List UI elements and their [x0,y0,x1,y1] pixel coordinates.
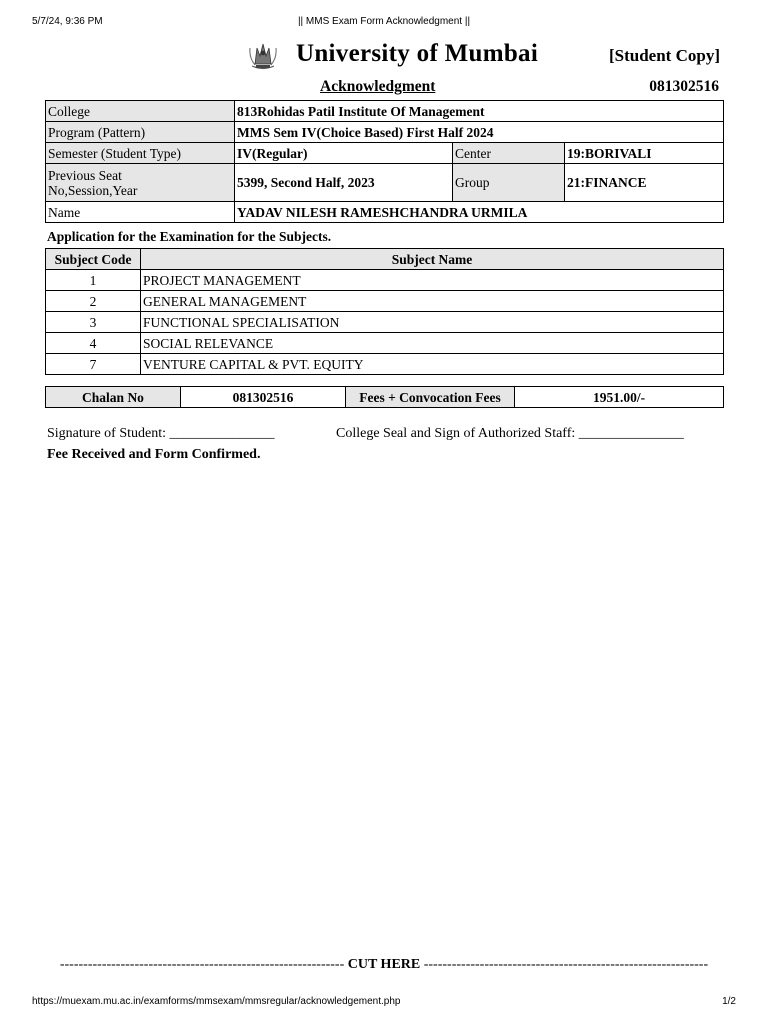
student-signature-line: Signature of Student: _______________ [47,426,275,441]
chalan-label: Chalan No [46,387,181,408]
fees-value: 1951.00/- [515,387,724,408]
subject-code: 1 [46,270,141,291]
table-row [46,312,724,333]
subject-code-header: Subject Code [46,249,141,270]
college-row [46,101,724,122]
student-info-table [45,100,724,223]
print-header [32,16,736,30]
program-label: Program (Pattern) [46,122,235,143]
cut-dashes-left: ------------------------------------------------------------- [59,957,345,972]
center-label: Center [453,143,565,164]
page-number: 1/2 [722,996,736,1007]
subject-name: GENERAL MANAGEMENT [141,291,724,312]
table-row [46,333,724,354]
staff-signature-line: College Seal and Sign of Authorized Staff: _______________ [336,426,684,441]
page-url: https://muexam.mu.ac.in/examforms/mmsexam/mmsregular/acknowledgement.php [32,996,401,1007]
subject-name: SOCIAL RELEVANCE [141,333,724,354]
print-page-title: || MMS Exam Form Acknowledgment || [297,16,471,27]
acknowledgment-number: 081302516 [649,78,719,95]
cut-here-label: CUT HERE [347,957,421,972]
program-value: MMS Sem IV(Choice Based) First Half 2024 [235,122,724,143]
name-label: Name [46,202,235,223]
table-row [46,291,724,312]
chalan-table [45,386,724,408]
previous-seat-value: 5399, Second Half, 2023 [235,164,453,202]
subject-name: PROJECT MANAGEMENT [141,270,724,291]
previous-seat-label-line2: No,Session,Year [48,182,138,198]
subjects-header-row [46,249,724,270]
subject-code: 2 [46,291,141,312]
print-timestamp: 5/7/24, 9:36 PM [32,16,103,27]
subject-name-header: Subject Name [141,249,724,270]
table-row [46,270,724,291]
student-copy-label: [Student Copy] [609,46,720,65]
name-row [46,202,724,223]
cut-dashes-right: ------------------------------------------------------------- [423,957,709,972]
group-label: Group [453,164,565,202]
program-row [46,122,724,143]
subject-code: 4 [46,333,141,354]
table-row [46,354,724,375]
acknowledgment-heading: Acknowledgment [320,78,436,95]
print-footer [32,996,736,1010]
application-heading: Application for the Examination for the Subjects. [47,229,332,244]
previous-seat-label-line1: Previous Seat [48,167,122,183]
semester-value: IV(Regular) [235,143,453,164]
subjects-table [45,248,724,375]
subject-code: 7 [46,354,141,375]
college-label: College [46,101,235,122]
subject-name: FUNCTIONAL SPECIALISATION [141,312,724,333]
cut-here-line [50,957,718,973]
subject-code: 3 [46,312,141,333]
name-value: YADAV NILESH RAMESHCHANDRA URMILA [235,202,724,223]
chalan-row [46,387,724,408]
fee-confirmed-note: Fee Received and Form Confirmed. [47,447,261,462]
university-title: University of Mumbai [296,40,539,67]
previous-seat-row [46,164,724,202]
group-value: 21:FINANCE [565,164,724,202]
fees-label: Fees + Convocation Fees [346,387,515,408]
university-emblem-icon [246,38,280,72]
semester-label: Semester (Student Type) [46,143,235,164]
previous-seat-label [46,164,235,202]
center-value: 19:BORIVALI [565,143,724,164]
semester-row [46,143,724,164]
subject-name: VENTURE CAPITAL & PVT. EQUITY [141,354,724,375]
college-value: 813Rohidas Patil Institute Of Management [235,101,724,122]
chalan-number: 081302516 [181,387,346,408]
